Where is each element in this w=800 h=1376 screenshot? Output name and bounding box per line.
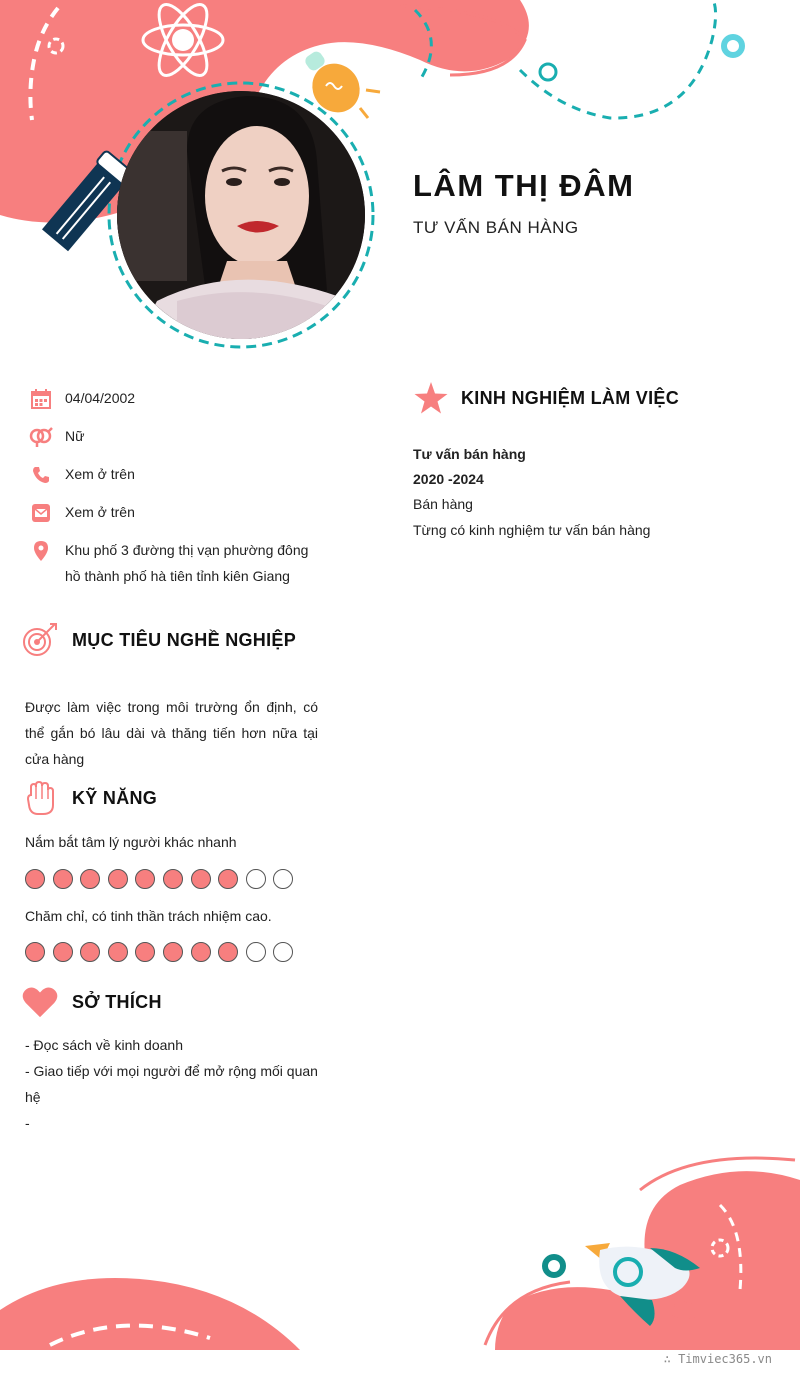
atom-icon	[138, 2, 228, 82]
gender-value: Nữ	[65, 428, 85, 444]
rating-dot-filled	[191, 869, 211, 889]
objective-header	[22, 622, 296, 658]
experience-title: KINH NGHIỆM LÀM VIỆC	[461, 387, 680, 408]
skill-name: Nắm bắt tâm lý người khác nhanh	[25, 834, 237, 850]
rating-dot-filled	[191, 942, 211, 962]
target-icon	[22, 622, 58, 658]
profile-photo	[117, 91, 365, 339]
rating-dot-filled	[53, 942, 73, 962]
email-icon	[28, 502, 54, 524]
rating-dot-filled	[108, 869, 128, 889]
rating-dot-filled	[218, 869, 238, 889]
watermark: ∴ Timviec365.vn	[663, 1352, 772, 1366]
email-value: Xem ở trên	[65, 504, 135, 520]
objective-title: MỤC TIÊU NGHỀ NGHIỆP	[72, 629, 297, 650]
rating-dot-filled	[135, 942, 155, 962]
rating-dot-filled	[108, 942, 128, 962]
hobby-item: -	[25, 1115, 30, 1131]
hobbies-title: SỞ THÍCH	[72, 991, 162, 1012]
skills-header	[22, 780, 157, 816]
skills-title: KỸ NĂNG	[72, 787, 158, 808]
candidate-name: LÂM THỊ ĐÂM	[413, 168, 635, 203]
experience-header	[413, 380, 679, 416]
email-row	[28, 502, 328, 525]
job-title: TƯ VẤN BÁN HÀNG	[413, 218, 579, 237]
rating-dot-filled	[163, 869, 183, 889]
calendar-icon	[28, 388, 54, 410]
hobby-item: - Đọc sách về kinh doanh	[25, 1037, 183, 1053]
rating-dot-filled	[135, 869, 155, 889]
rating-dot-empty	[273, 942, 293, 962]
skill-name: Chăm chỉ, có tinh thần trách nhiệm cao.	[25, 908, 272, 924]
hand-icon	[22, 780, 58, 816]
rating-dot-filled	[80, 942, 100, 962]
heart-icon	[22, 984, 58, 1020]
phone-icon	[28, 464, 54, 486]
address-row	[28, 540, 328, 589]
star-icon	[413, 380, 449, 416]
lightbulb-icon	[300, 48, 385, 123]
location-icon	[28, 540, 54, 562]
skill-rating	[25, 869, 301, 889]
hobbies-header	[22, 984, 162, 1020]
experience-position: Tư vấn bán hàng	[413, 446, 526, 462]
skill-rating	[25, 942, 301, 962]
rating-dot-filled	[218, 942, 238, 962]
rating-dot-filled	[25, 942, 45, 962]
dob-row	[28, 388, 328, 411]
objective-text: Được làm việc trong môi trường ổn định, có thể gắn bó lâu dài và thăng tiến hơn nữa tại cửa hàng	[25, 699, 318, 767]
experience-company: Bán hàng	[413, 496, 473, 512]
hobby-item: - Giao tiếp với mọi người để mở rộng mối quan hệ	[25, 1063, 318, 1105]
rating-dot-filled	[53, 869, 73, 889]
dob-value: 04/04/2002	[65, 390, 136, 406]
phone-value: Xem ở trên	[65, 466, 135, 482]
rating-dot-empty	[273, 869, 293, 889]
rating-dot-empty	[246, 869, 266, 889]
phone-row	[28, 464, 328, 487]
address-value: Khu phố 3 đường thị vạn phường đông hồ thành phố hà tiên tỉnh kiên Giang	[65, 542, 309, 584]
rating-dot-filled	[25, 869, 45, 889]
gender-icon	[28, 426, 54, 448]
experience-period: 2020 -2024	[413, 471, 484, 487]
rating-dot-filled	[80, 869, 100, 889]
rocket-icon	[580, 1238, 720, 1333]
rating-dot-filled	[163, 942, 183, 962]
rating-dot-empty	[246, 942, 266, 962]
gender-row	[28, 426, 328, 449]
experience-description: Từng có kinh nghiệm tư vấn bán hàng	[413, 522, 651, 538]
